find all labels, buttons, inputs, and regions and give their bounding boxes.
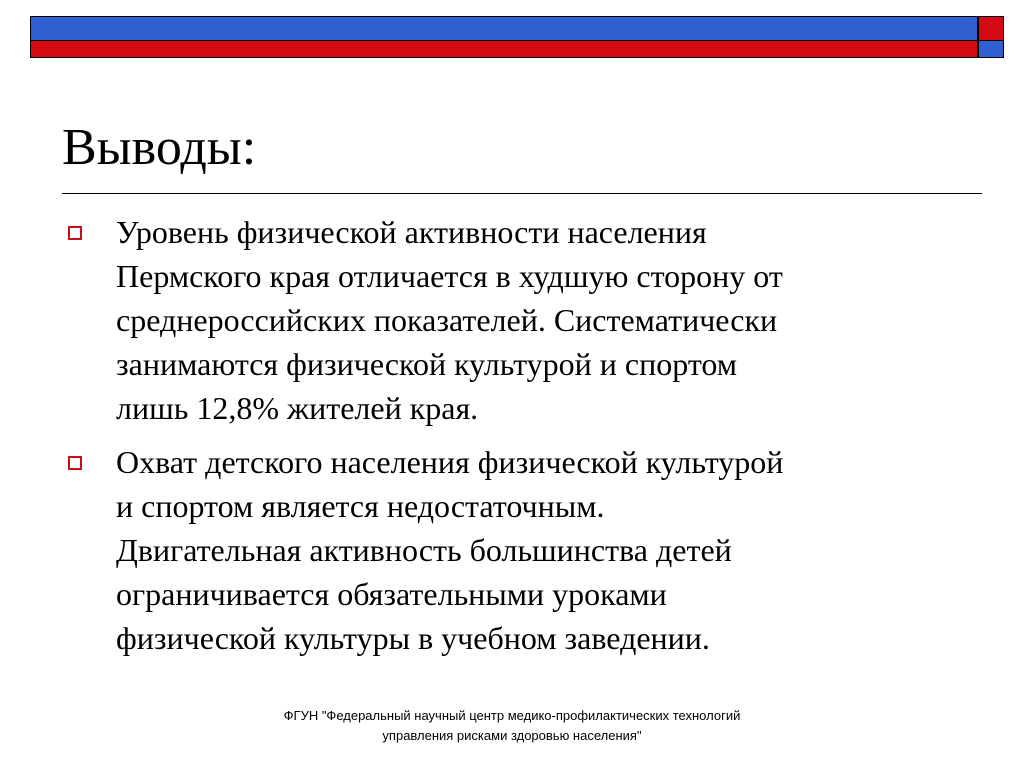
title-divider xyxy=(62,193,982,194)
bullet-line: ограничивается обязательными уроками xyxy=(116,576,667,612)
bullet-item xyxy=(62,210,962,430)
bullet-line: среднероссийских показателей. Систематически xyxy=(116,302,778,338)
header-blue-stripe xyxy=(31,17,977,40)
bullet-line: физической культуры в учебном заведении. xyxy=(116,620,710,656)
bullet-list xyxy=(62,210,962,670)
header-stripe-bar xyxy=(30,16,978,58)
corner-red-square xyxy=(979,17,1003,40)
corner-blue-square xyxy=(979,40,1003,57)
header-corner-block xyxy=(978,16,1004,58)
slide-title: Выводы: xyxy=(62,119,257,176)
bullet-line: лишь 12,8% жителей края. xyxy=(116,390,479,426)
square-bullet-icon xyxy=(68,226,82,240)
footer-line: управления рисками здоровью населения" xyxy=(382,728,642,743)
slide-footer xyxy=(212,706,812,746)
bullet-line: Двигательная активность большинства детей xyxy=(116,532,732,568)
bullet-line: занимаются физической культурой и спортом xyxy=(116,346,738,382)
header-red-stripe xyxy=(31,40,977,57)
square-bullet-icon xyxy=(68,456,82,470)
bullet-line: Пермского края отличается в худшую сторону от xyxy=(116,258,783,294)
footer-line: ФГУН "Федеральный научный центр медико-профилактических технологий xyxy=(283,708,741,723)
bullet-line: Охват детского населения физической культурой xyxy=(116,444,784,480)
bullet-line: и спортом является недостаточным. xyxy=(116,488,605,524)
bullet-line: Уровень физической активности населения xyxy=(116,214,707,250)
bullet-item xyxy=(62,440,962,660)
